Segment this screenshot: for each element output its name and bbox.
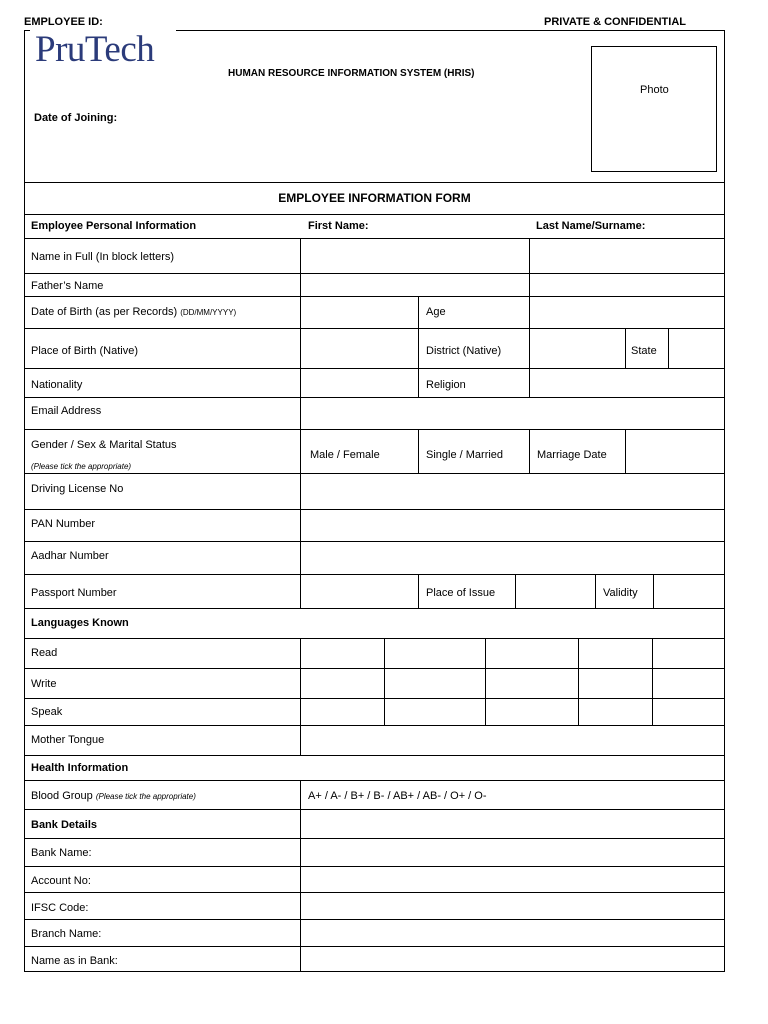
blood-group-label [31, 790, 196, 803]
languages-section-label: Languages Known [31, 617, 129, 629]
account-label: Account No: [31, 875, 91, 887]
pan-label: PAN Number [31, 518, 95, 530]
father-first-name-field[interactable] [301, 274, 529, 296]
col-divider-age [418, 296, 419, 397]
dob-label-text: Date of Birth (as per Records) [31, 306, 178, 318]
branch-label: Branch Name: [31, 928, 102, 940]
personal-section-label: Employee Personal Information [31, 220, 197, 232]
employee-id-label: EMPLOYEE ID: [24, 16, 103, 28]
name-in-bank-field[interactable] [301, 947, 724, 972]
confidential-label: PRIVATE & CONFIDENTIAL [544, 16, 686, 28]
marriage-date-label: Marriage Date [537, 449, 607, 461]
blood-group-label-text: Blood Group [31, 790, 93, 802]
state-field[interactable] [669, 329, 724, 368]
rule-email [24, 429, 725, 430]
rule-header-bottom [24, 182, 725, 183]
health-section-label: Health Information [31, 762, 129, 774]
driving-label: Driving License No [31, 483, 124, 495]
state-label: State [631, 345, 657, 357]
form-title: EMPLOYEE INFORMATION FORM [278, 191, 471, 205]
age-field[interactable] [530, 297, 724, 328]
read-label: Read [31, 647, 58, 659]
system-title: HUMAN RESOURCE INFORMATION SYSTEM (HRIS) [228, 68, 475, 79]
bank-section-label: Bank Details [31, 819, 98, 831]
bank-name-label: Bank Name: [31, 847, 92, 859]
place-issue-field[interactable] [516, 575, 595, 608]
nationality-label: Nationality [31, 379, 83, 391]
blood-group-hint: (Please tick the appropriate) [95, 792, 196, 801]
driving-field[interactable] [301, 474, 724, 509]
photo-box[interactable] [591, 46, 717, 172]
dob-label [31, 306, 236, 319]
col-divider-state [625, 328, 626, 368]
rule-blood [24, 809, 725, 810]
gender-options[interactable]: Male / Female [310, 449, 380, 461]
district-field[interactable] [530, 329, 625, 368]
col-divider-validity [595, 574, 596, 608]
mother-tongue-field[interactable] [301, 726, 724, 755]
aadhar-field[interactable] [301, 542, 724, 574]
rule-mother-tongue [24, 755, 725, 756]
religion-label: Religion [426, 379, 466, 391]
first-name-field[interactable] [301, 239, 529, 273]
email-field[interactable] [301, 398, 724, 429]
nationality-field[interactable] [301, 369, 418, 397]
name-in-bank-label: Name as in Bank: [31, 955, 118, 967]
bank-name-field[interactable] [301, 839, 724, 866]
religion-field[interactable] [530, 369, 724, 397]
marriage-date-field[interactable] [626, 430, 724, 473]
passport-label: Passport Number [31, 587, 117, 599]
place-birth-label: Place of Birth (Native) [31, 345, 138, 357]
rule-health [24, 780, 725, 781]
gender-hint: (Please tick the appropriate) [31, 462, 132, 471]
col-divider-marriage [529, 429, 530, 473]
aadhar-label: Aadhar Number [31, 550, 109, 562]
dob-field[interactable] [301, 297, 418, 328]
place-issue-label: Place of Issue [426, 587, 496, 599]
last-name-label: Last Name/Surname: [536, 220, 646, 232]
rule-passport [24, 608, 725, 609]
age-label: Age [426, 306, 446, 318]
company-logo: PruTech [35, 29, 155, 70]
father-name-label: Father’s Name [31, 280, 104, 292]
date-of-joining-label: Date of Joining: [34, 112, 118, 124]
branch-field[interactable] [301, 920, 724, 946]
place-birth-field[interactable] [301, 329, 418, 368]
photo-label: Photo [640, 84, 669, 96]
father-last-name-field[interactable] [530, 274, 724, 296]
last-name-field[interactable] [530, 239, 724, 273]
name-full-label: Name in Full (In block letters) [31, 251, 175, 263]
pan-field[interactable] [301, 510, 724, 541]
first-name-label: First Name: [308, 220, 369, 232]
rule-title-bottom [24, 214, 725, 215]
ifsc-field[interactable] [301, 893, 724, 919]
account-field[interactable] [301, 867, 724, 892]
speak-label: Speak [31, 706, 63, 718]
gender-label: Gender / Sex & Marital Status [31, 439, 177, 451]
marital-options[interactable]: Single / Married [426, 449, 504, 461]
blood-group-options[interactable]: A+ / A- / B+ / B- / AB+ / AB- / O+ / O- [308, 790, 487, 802]
validity-field[interactable] [654, 575, 724, 608]
passport-field[interactable] [301, 575, 418, 608]
col-divider-marital [418, 429, 419, 473]
email-label: Email Address [31, 405, 102, 417]
ifsc-label: IFSC Code: [31, 902, 89, 914]
dob-format: (DD/MM/YYYY) [180, 308, 237, 317]
validity-label: Validity [603, 587, 638, 599]
write-label: Write [31, 678, 57, 690]
district-label: District (Native) [426, 345, 502, 357]
mother-tongue-label: Mother Tongue [31, 734, 105, 746]
col-divider-place-issue [418, 574, 419, 608]
languages-grid[interactable] [301, 639, 724, 725]
